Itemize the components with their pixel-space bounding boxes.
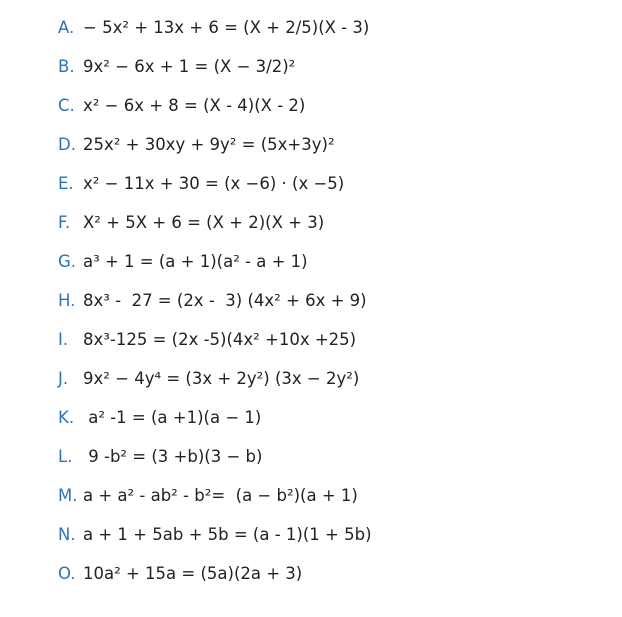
item-letter: H.	[58, 291, 76, 310]
item-letter: K.	[58, 408, 75, 427]
item-letter: J.	[58, 369, 69, 388]
item-expression: a³ + 1 = (a + 1)(a² - a + 1)	[83, 252, 308, 271]
list-item-l	[58, 446, 372, 485]
list-item-d	[58, 134, 372, 173]
list-item-c	[58, 95, 372, 134]
item-expression: − 5x² + 13x + 6 = (X + 2/5)(X - 3)	[83, 18, 370, 37]
item-expression: a + a² - ab² - b²= (a − b²)(a + 1)	[83, 486, 358, 505]
item-letter: L.	[58, 447, 73, 466]
factoring-list	[58, 17, 372, 602]
list-item-n	[58, 524, 372, 563]
item-letter: O.	[58, 564, 76, 583]
item-letter: N.	[58, 525, 76, 544]
item-expression: 10a² + 15a = (5a)(2a + 3)	[83, 564, 303, 583]
list-item-a	[58, 17, 372, 56]
list-item-o	[58, 563, 372, 602]
item-expression: 8x³-125 = (2x -5)(4x² +10x +25)	[83, 330, 357, 349]
item-expression: 25x² + 30xy + 9y² = (5x+3y)²	[83, 135, 335, 154]
item-expression: x² − 6x + 8 = (X - 4)(X - 2)	[83, 96, 306, 115]
item-letter: F.	[58, 213, 71, 232]
item-letter: G.	[58, 252, 77, 271]
list-item-i	[58, 329, 372, 368]
list-item-m	[58, 485, 372, 524]
item-expression: 8x³ - 27 = (2x - 3) (4x² + 6x + 9)	[83, 291, 367, 310]
list-item-g	[58, 251, 372, 290]
list-item-j	[58, 368, 372, 407]
item-letter: I.	[58, 330, 69, 349]
item-expression: 9x² − 4y⁴ = (3x + 2y²) (3x − 2y²)	[83, 369, 360, 388]
item-expression: x² − 11x + 30 = (x −6) · (x −5)	[83, 174, 345, 193]
item-letter: M.	[58, 486, 78, 505]
list-item-k	[58, 407, 372, 446]
item-letter: E.	[58, 174, 74, 193]
list-item-f	[58, 212, 372, 251]
item-letter: C.	[58, 96, 75, 115]
item-letter: D.	[58, 135, 76, 154]
list-item-e	[58, 173, 372, 212]
item-expression: a² -1 = (a +1)(a − 1)	[83, 408, 262, 427]
item-letter: A.	[58, 18, 75, 37]
item-expression: X² + 5X + 6 = (X + 2)(X + 3)	[83, 213, 325, 232]
item-expression: 9x² − 6x + 1 = (X − 3/2)²	[83, 57, 296, 76]
item-expression: 9 -b² = (3 +b)(3 − b)	[83, 447, 263, 466]
list-item-h	[58, 290, 372, 329]
list-item-b	[58, 56, 372, 95]
item-expression: a + 1 + 5ab + 5b = (a - 1)(1 + 5b)	[83, 525, 372, 544]
item-letter: B.	[58, 57, 75, 76]
